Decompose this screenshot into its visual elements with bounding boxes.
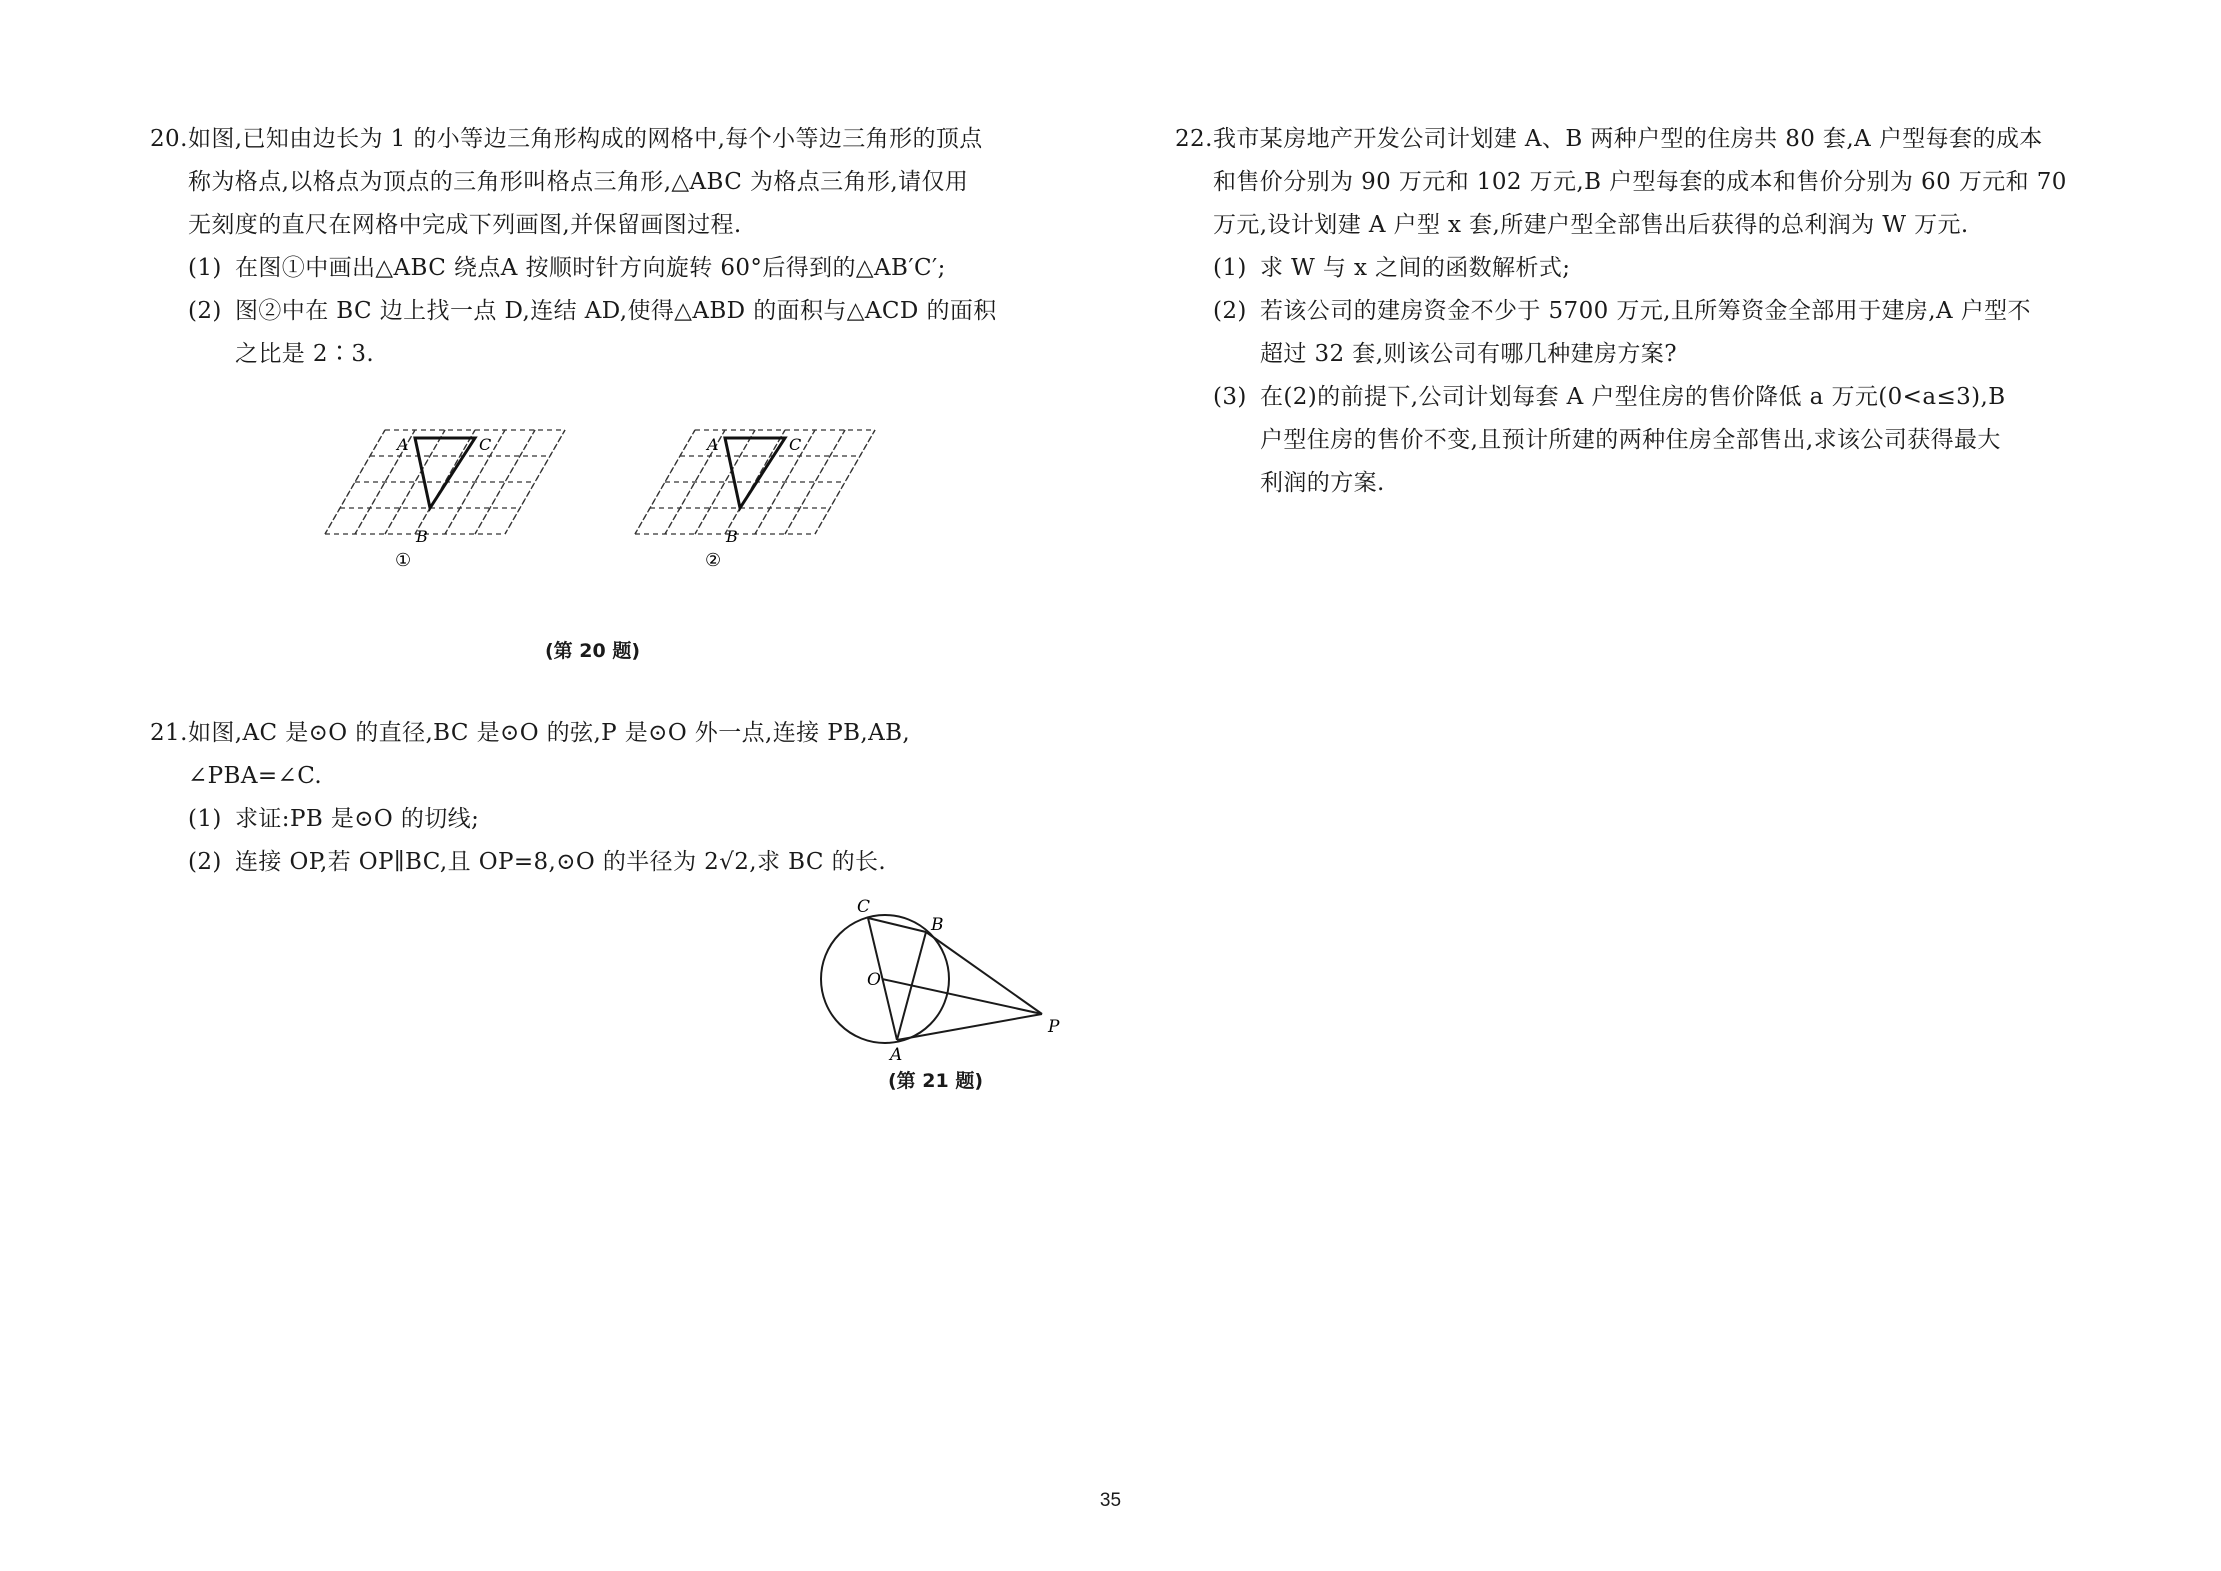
sub-question-text: 若该公司的建房资金不少于 5700 万元,且所筹资金全部用于建房,A 户型不 (1260, 298, 2031, 324)
chord-bc (868, 918, 926, 932)
question-number: 22. (1175, 126, 1213, 152)
label-o: O (867, 970, 881, 990)
sub-question-label: (2) (188, 849, 222, 875)
question-text-line: 万元,设计划建 A 户型 x 套,所建户型全部售出后获得的总利润为 W 万元. (1213, 212, 1969, 238)
sub-question-text: 在图①中画出△ABC 绕点A 按顺时针方向旋转 60°后得到的△AB′C′; (235, 255, 946, 281)
sub-question-label: (1) (188, 255, 222, 281)
figure-20-caption: (第 20 题) (545, 640, 641, 662)
sub-question-1 (150, 798, 1070, 841)
sub-question-text: 之比是 2∶3. (235, 341, 375, 367)
sub-question-1 (150, 247, 1070, 290)
question-number: 20. (150, 126, 188, 152)
sub-question-text: 户型住房的售价不变,且预计所建的两种住房全部售出,求该公司获得最大 (1260, 427, 2001, 453)
question-text-line: 如图,已知由边长为 1 的小等边三角形构成的网格中,每个小等边三角形的顶点 (188, 126, 983, 152)
figure-20 (310, 420, 930, 620)
sub-question-label: (2) (188, 298, 222, 324)
sub-question-label: (1) (188, 806, 222, 832)
sub-question-label: (3) (1213, 384, 1247, 410)
question-21 (150, 712, 1070, 884)
question-number: 21. (150, 720, 188, 746)
question-22 (1175, 118, 2105, 505)
triangle-abc (415, 438, 475, 508)
sub-question-text: 利润的方案. (1260, 470, 1385, 496)
question-text-line: 如图,AC 是⊙O 的直径,BC 是⊙O 的弦,P 是⊙O 外一点,连接 PB,AB, (188, 720, 911, 746)
sub-question-text: 连接 OP,若 OP∥BC,且 OP=8,⊙O 的半径为 2√2,求 BC 的长. (235, 849, 887, 875)
figure-21 (800, 890, 1080, 1070)
sub-question-label: (2) (1213, 298, 1247, 324)
label-c: C (789, 435, 802, 454)
figure-number: ② (705, 550, 722, 571)
question-text-line: 我市某房地产开发公司计划建 A、B 两种户型的住房共 80 套,A 户型每套的成本 (1213, 126, 2043, 152)
figure-number: ① (395, 550, 412, 571)
label-p: P (1048, 1017, 1060, 1037)
question-text-line: 和售价分别为 90 万元和 102 万元,B 户型每套的成本和售价分别为 60 万元和 70 (1213, 169, 2067, 195)
left-column (150, 118, 1070, 376)
triangle-abc (725, 438, 785, 508)
label-b: B (416, 527, 428, 546)
label-a: A (707, 435, 719, 454)
grid-line (815, 430, 875, 534)
label-c: C (479, 435, 492, 454)
sub-question-2 (150, 841, 1070, 884)
grid-line (505, 430, 565, 534)
page-number: 35 (1099, 1490, 1122, 1511)
label-c: C (857, 897, 871, 917)
triangle-grid-1 (325, 430, 565, 571)
figure-21-caption: (第 21 题) (888, 1070, 984, 1092)
question-text-line: 无刻度的直尺在网格中完成下列画图,并保留画图过程. (188, 212, 742, 238)
label-a: A (397, 435, 409, 454)
triangle-grid-2 (635, 430, 875, 571)
sub-question-2 (150, 290, 1070, 333)
sub-question-text: 求 W 与 x 之间的函数解析式; (1260, 255, 1571, 281)
sub-question-label: (1) (1213, 255, 1247, 281)
sub-question-3 (1175, 376, 2105, 419)
sub-question-text: 在(2)的前提下,公司计划每套 A 户型住房的售价降低 a 万元(0<a≤3),B (1260, 384, 2006, 410)
label-b: B (726, 527, 738, 546)
sub-question-text: 超过 32 套,则该公司有哪几种建房方案? (1260, 341, 1677, 367)
sub-question-text: 图②中在 BC 边上找一点 D,连结 AD,使得△ABD 的面积与△ACD 的面积 (235, 298, 997, 324)
question-20 (150, 118, 1070, 376)
sub-question-1 (1175, 247, 2105, 290)
sub-question-2 (1175, 290, 2105, 333)
question-text-line: ∠PBA=∠C. (188, 763, 323, 789)
label-a: A (890, 1045, 903, 1065)
segment-pa (897, 1014, 1042, 1040)
label-b: B (931, 915, 944, 935)
question-text-line: 称为格点,以格点为顶点的三角形叫格点三角形,△ABC 为格点三角形,请仅用 (188, 169, 969, 195)
sub-question-text: 求证:PB 是⊙O 的切线; (235, 806, 480, 832)
